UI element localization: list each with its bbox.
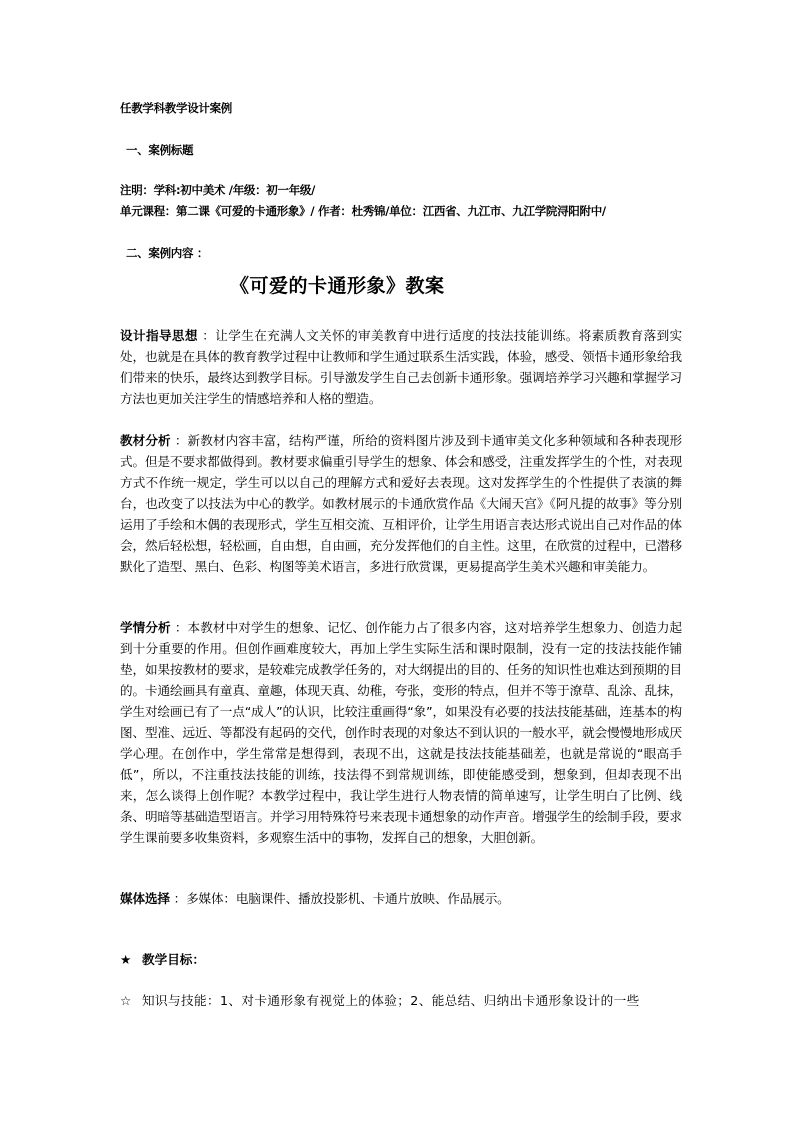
paragraph-text: ：多媒体：电脑课件、播放投影机、卡通片放映、作品展示。 bbox=[169, 891, 510, 906]
paragraph-text: ：本教材中对学生的想象、记忆、创作能力占了很多内容，这对培养学生想象力、创造力起到十分重要的作用。但创作画难度较大，再加上学生实际生活和课时限制，没有一定的技法技能作铺垫，如果按教材的要求，是较难完成教学任务的，对大纲提出的目的、任务的知识性也难达到预期的目的。卡通绘画具有童真、童趣，体现天真、幼稚，夸张，变形的特点，但并不等于潦草、乱涂、乱抹，学生对绘画已有了一点“成人”的认识，比较注重画得“象”，如果没有必要的技法技能基础，连基本的构图、型准、远近、等都没有起码的交代，创作时表现的对象达不到认识的一般水平，就会慢慢地形成厌学心理。在创作中，学生常常是想得到，表现不出，这就是技法技能基础差，也就是常说的“眼高手低”，所以，不注重技法技能的训练，技法得不到常规训练，即使能感受到，想象到，但却表现不出来，怎么谈得上创作呢？本教学过程中，我让学生进行人物表情的简单速写，让学生明白了比例、线条、明暗等基础造型语言。并学习用特殊符号来表现卡通想象的动作声音。增强学生的绘制手段，要求学生课前要多收集资料，多观察生活中的事物，发挥自己的想象，大胆创新。 bbox=[120, 620, 682, 845]
paragraph-text: ：让学生在充满人文关怀的审美教育中进行适度的技法技能训练。将素质教育落到实处，也就是在具体的教育教学过程中让教师和学生通过联系生活实践，体验，感受、领悟卡通形象给我们带来的快乐，最终达到教学目标。引导激发学生自己去创新卡通形象。强调培养学习兴趣和掌握学习方法也更加关注学生的情感培养和人格的塑造。 bbox=[120, 328, 682, 406]
knowledge-skills-text: 知识与技能：1、对卡通形象有视觉上的体验；2、能总结、归纳出卡通形象设计的一些 bbox=[142, 993, 640, 1008]
paragraph-student-analysis bbox=[120, 617, 682, 848]
paragraph-lead: 学情分析 bbox=[120, 620, 171, 635]
paragraph-textbook-analysis bbox=[120, 430, 682, 577]
section-heading-case-content: 二、案例内容 ： bbox=[126, 246, 209, 260]
unit-author-line: 单元课程：第二课《可爱的卡通形象》/ 作者：杜秀锦/单位：江西省、九江市、九江学院浔阳附中/ bbox=[120, 204, 606, 218]
paragraph-lead: 教材分析 bbox=[120, 433, 171, 448]
knowledge-skills-line bbox=[120, 990, 682, 1011]
paragraph-lead: 设计指导思想 bbox=[120, 328, 198, 343]
paragraph-media-selection bbox=[120, 888, 682, 909]
document-heading: 任教学科教学设计案例 bbox=[120, 101, 232, 115]
teaching-goals-label: 教学目标： bbox=[142, 952, 205, 967]
star-icon: ★ bbox=[120, 952, 132, 967]
lesson-plan-title: 《可爱的卡通形象》教案 bbox=[230, 275, 445, 297]
section-heading-case-title: 一、案例标题 bbox=[126, 143, 194, 157]
star-outline-icon: ☆ bbox=[120, 993, 132, 1008]
paragraph-design-philosophy bbox=[120, 325, 682, 409]
paragraph-lead: 媒体选择 bbox=[120, 891, 170, 906]
paragraph-text: ：新教材内容丰富，结构严谨，所给的资料图片涉及到卡通审美文化多种领域和各种表现形式。但是不要求都做得到。教材要求偏重引导学生的想象、体会和感受，注重发挥学生的个性，对表现方式不作统一规定，学生可以以自己的理解方式和爱好去表现。这对发挥学生的个性提供了表演的舞台，也改变了以技法为中心的教学。如教材展示的卡通欣赏作品《大闹天宫》《阿凡提的故事》等分别运用了手绘和木偶的表现形式，学生互相交流、互相评价，让学生用语言表达形式说出自己对作品的体会，然后轻松想，轻松画，自由想，自由画，充分发挥他们的自主性。这里，在欣赏的过程中，已潜移默化了造型、黑白、色彩、构图等美术语言，多进行欣赏课，更易提高学生美术兴趣和审美能力。 bbox=[120, 433, 682, 574]
subject-grade-note: 注明：学科:初中美术 /年级：初一年级/ bbox=[120, 183, 316, 197]
teaching-goals-heading bbox=[120, 950, 205, 970]
